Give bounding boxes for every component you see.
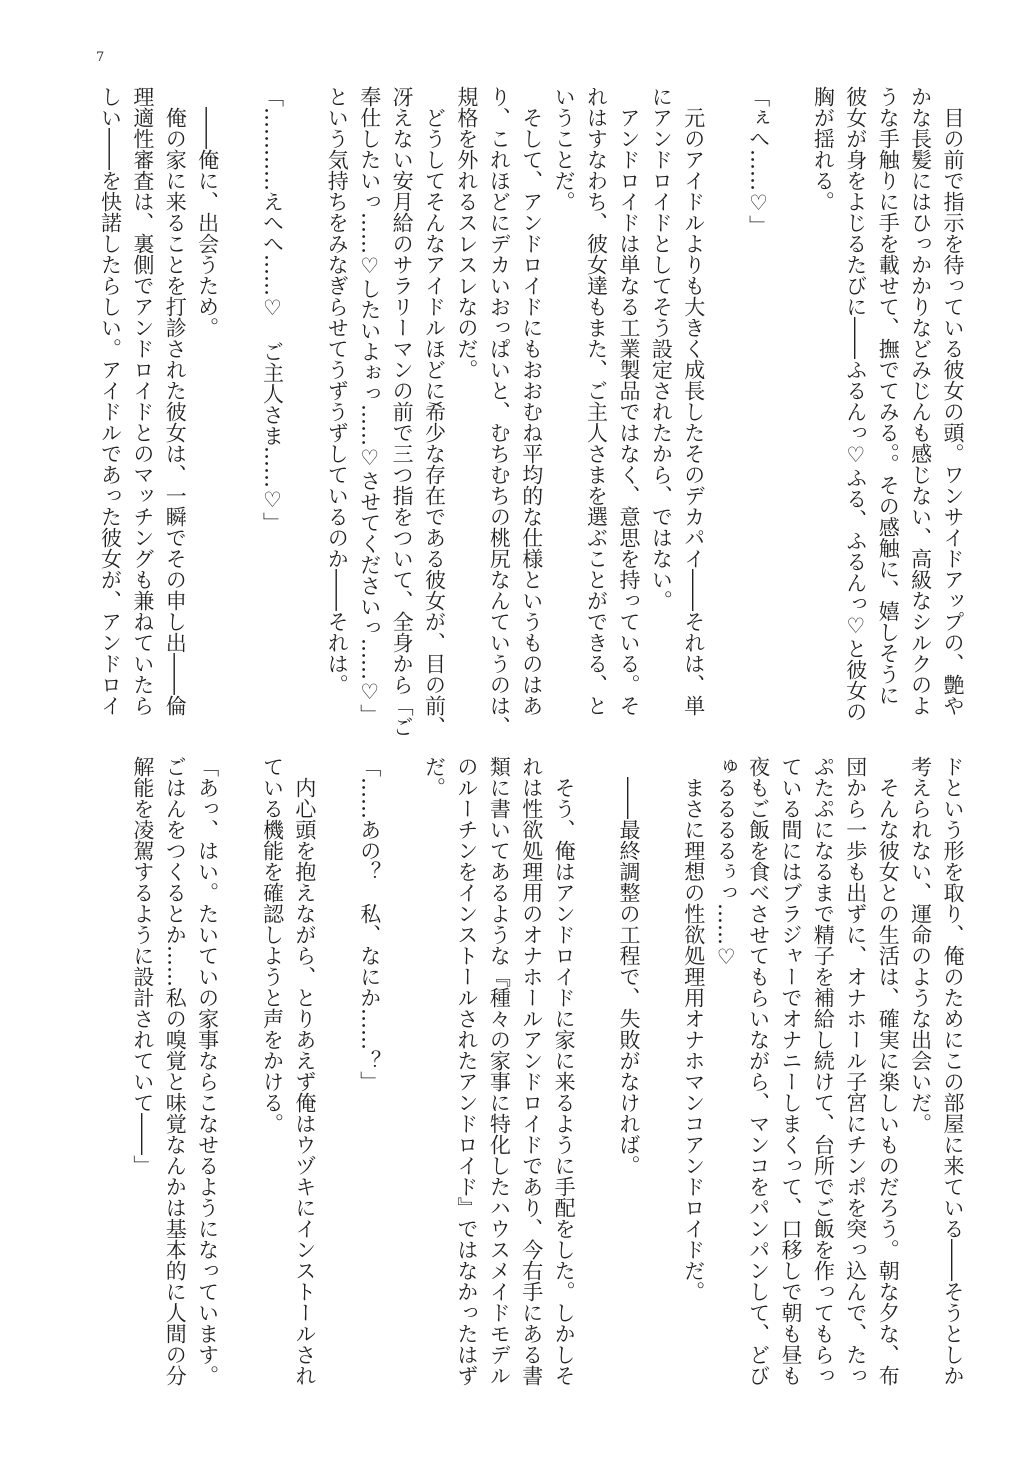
text-line xyxy=(224,756,256,1416)
text-line: アンドロイドは単なる工業製品ではなく、意思を持っている。そ xyxy=(616,86,641,716)
text-line: そして、アンドロイドにもおおむね平均的な仕様というものはあ xyxy=(519,86,544,716)
text-line: れはすなわち、彼女達もまた、ご主人さまを選ぶことができる、と xyxy=(584,86,609,716)
text-line: 「……あの？ 私、なにか……？」 xyxy=(357,756,382,1092)
text-line: まさに理想の性欲処理用オナホマンコアンドロイドだ。 xyxy=(681,756,706,1302)
text-line: ――最終調整の工程で、失敗がなければ。 xyxy=(616,756,641,1176)
text-line: 胸が揺れる。 xyxy=(811,86,836,212)
text-line xyxy=(710,86,742,746)
text-line: のルーチンをインストールされたアンドロイド』ではなかったはず xyxy=(454,756,479,1386)
text-line: 俺の家に来ることを打診された彼女は、一瞬でその申し出――倫 xyxy=(163,86,188,716)
text-line: ドという形を取り、俺のためにこの部屋に来ている――そうとしか xyxy=(941,756,965,1386)
text-line: かな長髪にはひっかかりなどみじんも感じない、高級なシルクのよ xyxy=(908,86,933,716)
text-line: 内心頭を抱えながら、とりあえず俺はウヅキにインストールされ xyxy=(292,756,317,1386)
text-line: 奉仕したいっ……♡したいよぉっ……♡させてくださいっ……♡」 xyxy=(357,86,382,725)
text-line xyxy=(775,86,807,746)
text-line: 「…………えへへ……♡ ご主人さま……♡」 xyxy=(260,86,285,533)
text-line: ごはんをつくるとか……私の嗅覚と味覚なんかは基本的に人間の分 xyxy=(163,756,188,1386)
text-line: 規格を外れるスレスレなのだ。 xyxy=(454,86,479,380)
text-line: いうことだ。 xyxy=(552,86,577,212)
text-line: り、これほどにデカいおっぱいと、むちむちの桃尻なんていうのは、 xyxy=(487,86,512,737)
text-line: ゅるるるるぅっ……♡ xyxy=(714,756,739,969)
text-line: 冴えない安月給のサラリーマンの前で三つ指をついて、全身から「ご xyxy=(390,86,415,737)
text-line: 考えられない、運命のような出会いだ。 xyxy=(908,756,933,1134)
text-line: 理適性審査は、裏側でアンドロイドとのマッチングも兼ねていたら xyxy=(130,86,155,716)
text-line: という気持ちをみなぎらせてうずうずしているのか――それは。 xyxy=(325,86,350,695)
text-line xyxy=(386,756,418,1416)
text-line xyxy=(321,756,353,1416)
text-line: 夜もご飯を食べさせてもらいながら、マンコをパンパンして、どび xyxy=(746,756,771,1386)
text-line: れは性欲処理用のオナホールアンドロイドであり、今右手にある書 xyxy=(519,756,544,1386)
text-line: ている機能を確認しようと声をかける。 xyxy=(260,756,285,1134)
text-line: 団から一歩も出ずに、オナホール子宮にチンポを突っ込んで、たっ xyxy=(843,756,868,1386)
page-number: 7 xyxy=(96,50,105,65)
text-line: ――俺に、出会うため。 xyxy=(195,86,220,338)
text-block-bottom xyxy=(89,756,969,1416)
text-line xyxy=(224,86,256,746)
text-line: しい――を快諾したらしい。アイドルであった彼女が、アンドロイ xyxy=(98,86,123,716)
text-line: そう、俺はアンドロイドに家に来るように手配をした。しかしそ xyxy=(552,756,577,1386)
text-line: 元のアイドルよりも大きく成長したそのデカパイ――それは、単 xyxy=(681,86,706,716)
text-line xyxy=(645,756,677,1416)
text-line: そんな彼女との生活は、確実に楽しいものだろう。朝な夕な、布 xyxy=(876,756,901,1386)
text-line: ぷたぷになるまで精子を補給し続けて、台所でご飯を作ってもらっ xyxy=(811,756,836,1386)
text-line: 目の前で指示を待っている彼女の頭。ワンサイドアップの、艶や xyxy=(941,86,965,716)
text-block-top xyxy=(89,86,969,746)
text-line: 「ぇへ……♡」 xyxy=(746,86,771,236)
text-line: にアンドロイドとしてそう設定されたから、ではない。 xyxy=(649,86,674,611)
text-line: 類に書いてあるような『種々の家事に特化したハウスメイドモデル xyxy=(487,756,512,1386)
text-line xyxy=(580,756,612,1416)
text-line: だ。 xyxy=(422,756,447,798)
text-line: どうしてそんなアイドルほどに希少な存在である彼女が、目の前、 xyxy=(422,86,447,737)
text-line: 彼女が身をよじるたびに――ふるんっ♡ふる、ふるんっ♡と彼女の xyxy=(843,86,868,722)
text-line xyxy=(288,86,320,746)
text-line: 解能を凌駕するように設計されていて――」 xyxy=(130,756,155,1176)
text-line: 「あっ、はい。たいていの家事ならこなせるようになっています。 xyxy=(195,756,220,1386)
text-line: ている間にはブラジャーでオナニーしまくって、口移しで朝も昼も xyxy=(778,756,803,1386)
text-line: うな手触りに手を載せて、撫でてみる。。その感触に、嬉しそうに xyxy=(876,86,901,706)
